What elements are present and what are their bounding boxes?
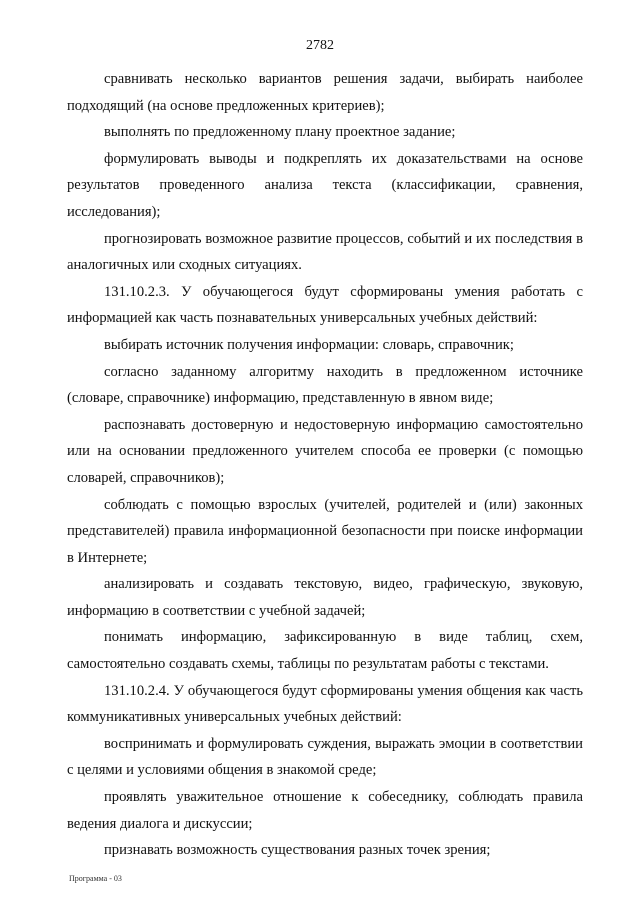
paragraph: понимать информацию, зафиксированную в виде таблиц, схем, самостоятельно создавать схемы, таблицы по результатам работы с текстами.	[67, 629, 583, 673]
paragraph: выбирать источник получения информации: словарь, справочник;	[104, 336, 514, 353]
section-heading-paragraph: 131.10.2.4. У обучающегося будут сформированы умения общения как часть коммуникативных универсальных учебных действий:	[67, 682, 583, 726]
page-number: 2782	[306, 38, 334, 53]
paragraph: анализировать и создавать текстовую, видео, графическую, звуковую, информацию в соответствии с учебной задачей;	[67, 576, 583, 619]
paragraph: выполнять по предложенному плану проектное задание;	[104, 124, 456, 141]
page-footer: Программа - 03	[69, 874, 122, 883]
paragraph: формулировать выводы и подкреплять их доказательствами на основе результатов проведенного анализа текста (классификации, сравнения, исследования);	[67, 150, 583, 220]
paragraph: проявлять уважительное отношение к собеседнику, соблюдать правила ведения диалога и дискуссии;	[67, 789, 583, 832]
paragraph: соблюдать с помощью взрослых (учителей, родителей и (или) законных представителей) правила информационной безопасности при поиске информации в Интернете;	[67, 496, 583, 566]
paragraph: воспринимать и формулировать суждения, выражать эмоции в соответствии с целями и условиями общения в знакомой среде;	[67, 735, 583, 779]
document-body	[67, 66, 583, 864]
paragraph: прогнозировать возможное развитие процессов, событий и их последствия в аналогичных или сходных ситуациях.	[67, 230, 583, 274]
paragraph: признавать возможность существования разных точек зрения;	[104, 842, 491, 859]
paragraph: согласно заданному алгоритму находить в предложенном источнике (словаре, справочнике) информацию, представленную в явном виде;	[67, 363, 583, 407]
paragraph: сравнивать несколько вариантов решения задачи, выбирать наиболее подходящий (на основе предложенных критериев);	[67, 71, 583, 114]
paragraph: распознавать достоверную и недостоверную информацию самостоятельно или на основании предложенного учителем способа ее проверки (с помощью словарей, справочников);	[67, 416, 583, 486]
section-heading-paragraph: 131.10.2.3. У обучающегося будут сформированы умения работать с информацией как часть познавательных универсальных учебных действий:	[67, 283, 583, 327]
